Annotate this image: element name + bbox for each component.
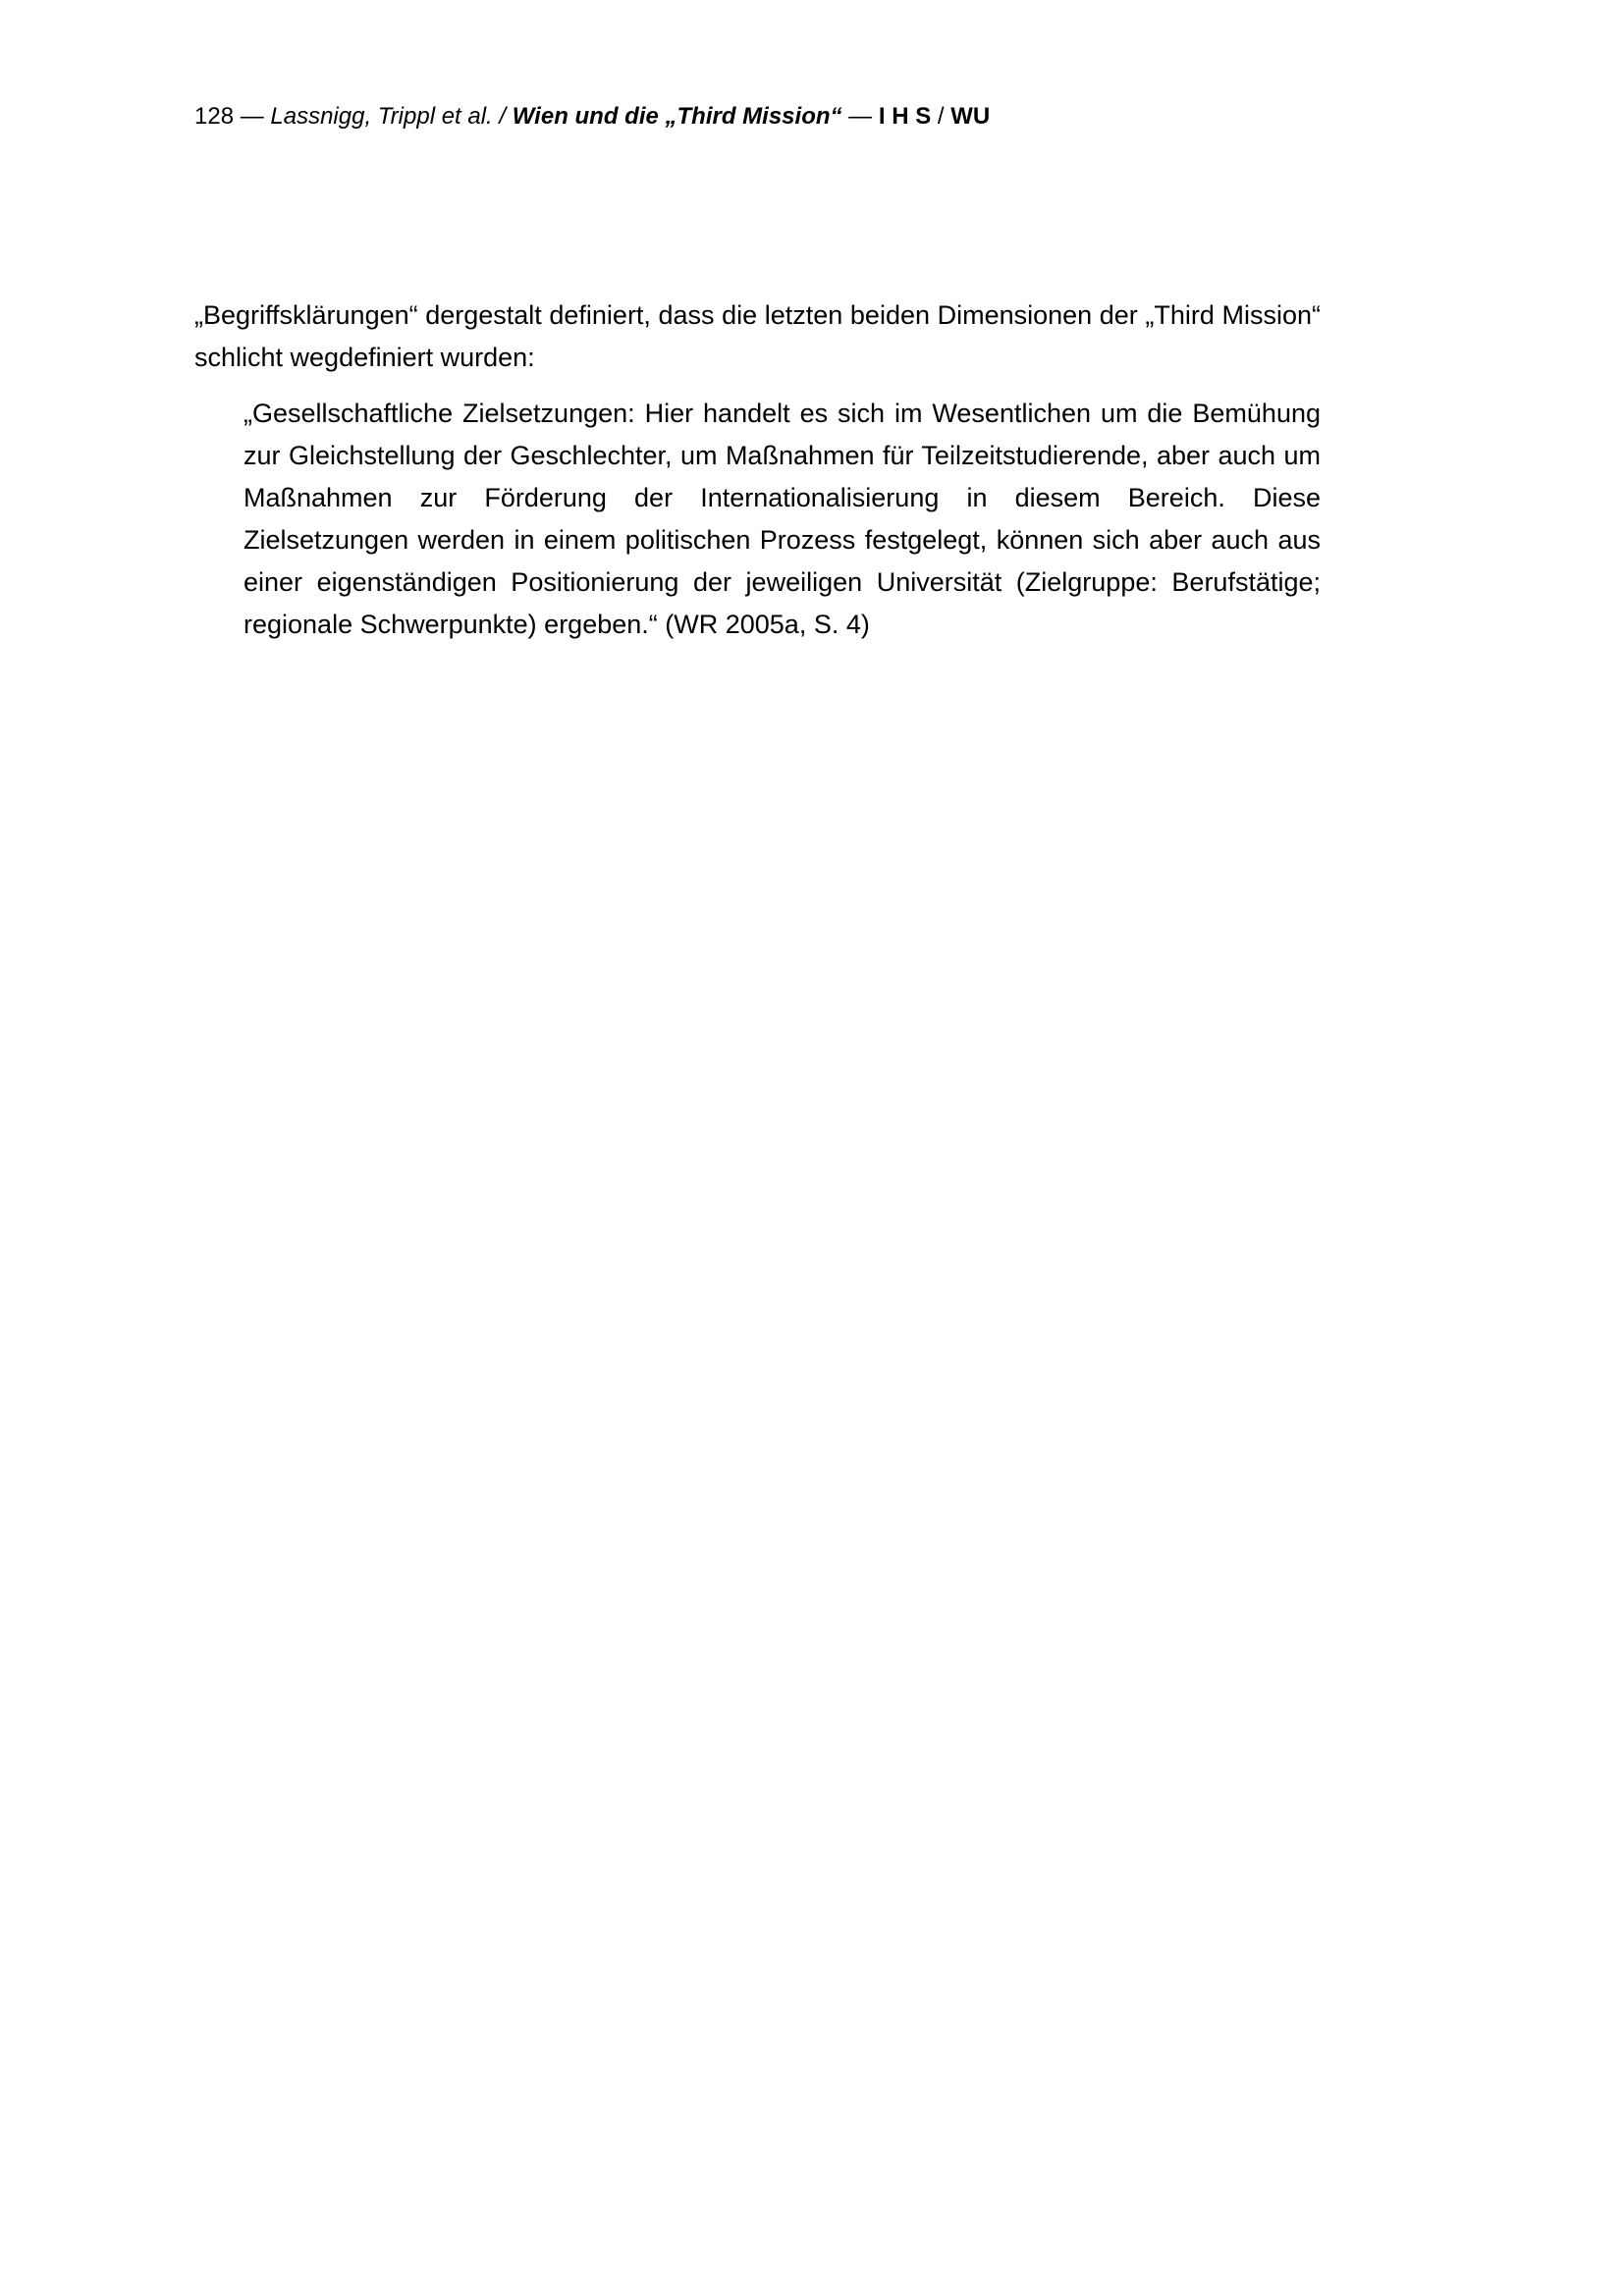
header-institution: I H S [878, 103, 932, 130]
header-dash: — [234, 103, 271, 130]
header-separator: / [931, 103, 951, 130]
header-authors: Lassnigg, Trippl et al. / [270, 103, 513, 130]
body-paragraph: „Begriffsklärungen“ dergestalt definiert, dass die letzten beiden Dimensionen der „Third Mission“ schlicht wegdefiniert wurden: [194, 300, 1321, 372]
page-number: 128 [194, 103, 235, 130]
header-dash: — [841, 103, 879, 130]
block-quote: „Gesellschaftliche Zielsetzungen: Hier handelt es sich im Wesentlichen um die Bemühung zur Gleichstellung der Geschlechter, um Maßnahmen für Teilzeitstudierende, aber auch um Maßnahmen zur Förderung der Internationalisierung in diesem Bereich. Diese Zielsetzungen werden in einem politischen Prozess festgelegt, können sich aber auch aus einer eigenständigen Positionierung der jeweiligen Universität (Zielgruppe: Berufstätige; regionale Schwerpunkte) ergeben.“ (WR 2005a, S. 4) [244, 399, 1321, 639]
page-header [194, 101, 1324, 133]
header-institution-2: WU [950, 103, 991, 130]
header-title: Wien und die „Third Mission“ [512, 103, 842, 130]
